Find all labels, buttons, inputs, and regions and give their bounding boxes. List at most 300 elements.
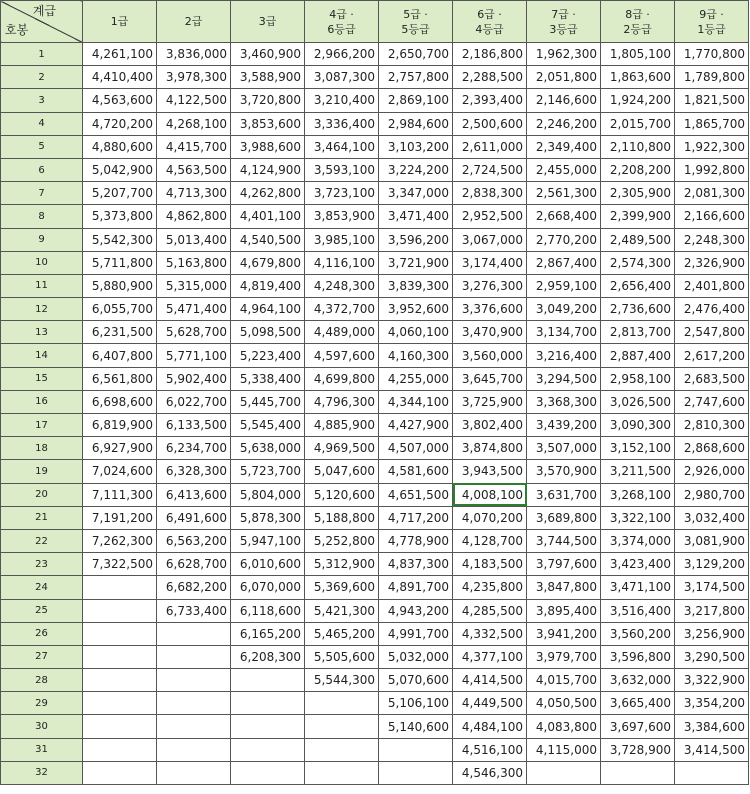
salary-cell[interactable]: 4,717,200: [379, 506, 453, 529]
step-number-cell[interactable]: 11: [1, 274, 83, 297]
salary-cell[interactable]: 3,507,000: [527, 437, 601, 460]
salary-cell[interactable]: 4,427,900: [379, 414, 453, 437]
salary-cell[interactable]: 3,174,400: [453, 251, 527, 274]
salary-cell[interactable]: 2,868,600: [675, 437, 749, 460]
salary-cell[interactable]: 6,561,800: [83, 367, 157, 390]
salary-cell[interactable]: 5,070,600: [379, 669, 453, 692]
salary-cell[interactable]: 3,384,600: [675, 715, 749, 738]
salary-cell[interactable]: 2,489,500: [601, 228, 675, 251]
salary-cell[interactable]: 3,347,000: [379, 182, 453, 205]
salary-cell[interactable]: 5,465,200: [305, 622, 379, 645]
salary-cell[interactable]: 5,421,300: [305, 599, 379, 622]
salary-cell[interactable]: 2,869,100: [379, 89, 453, 112]
salary-cell[interactable]: 6,819,900: [83, 414, 157, 437]
salary-cell[interactable]: 4,837,300: [379, 553, 453, 576]
salary-cell[interactable]: 5,880,900: [83, 274, 157, 297]
salary-cell[interactable]: 7,111,300: [83, 483, 157, 506]
salary-cell[interactable]: 6,407,800: [83, 344, 157, 367]
salary-cell[interactable]: 5,252,800: [305, 529, 379, 552]
step-number-cell[interactable]: 15: [1, 367, 83, 390]
salary-cell[interactable]: 2,887,400: [601, 344, 675, 367]
salary-cell[interactable]: 5,315,000: [157, 274, 231, 297]
salary-cell[interactable]: 3,026,500: [601, 390, 675, 413]
salary-cell[interactable]: [231, 738, 305, 761]
salary-cell[interactable]: 2,724,500: [453, 158, 527, 181]
salary-cell[interactable]: 3,368,300: [527, 390, 601, 413]
salary-cell[interactable]: 5,373,800: [83, 205, 157, 228]
salary-cell[interactable]: 4,332,500: [453, 622, 527, 645]
step-number-cell[interactable]: 24: [1, 576, 83, 599]
salary-cell[interactable]: 5,947,100: [231, 529, 305, 552]
salary-cell[interactable]: 1,863,600: [601, 66, 675, 89]
step-number-cell[interactable]: 3: [1, 89, 83, 112]
salary-cell[interactable]: 4,124,900: [231, 158, 305, 181]
step-number-cell[interactable]: 14: [1, 344, 83, 367]
salary-cell[interactable]: 3,645,700: [453, 367, 527, 390]
salary-cell[interactable]: [231, 715, 305, 738]
salary-cell[interactable]: 3,090,300: [601, 414, 675, 437]
salary-cell[interactable]: 4,679,800: [231, 251, 305, 274]
salary-cell[interactable]: 3,423,400: [601, 553, 675, 576]
salary-cell[interactable]: 3,570,900: [527, 460, 601, 483]
salary-cell[interactable]: 3,836,000: [157, 43, 231, 66]
salary-cell[interactable]: 2,248,300: [675, 228, 749, 251]
salary-cell[interactable]: 3,979,700: [527, 645, 601, 668]
salary-cell[interactable]: 3,129,200: [675, 553, 749, 576]
salary-cell[interactable]: 4,015,700: [527, 669, 601, 692]
salary-cell[interactable]: 5,120,600: [305, 483, 379, 506]
salary-cell[interactable]: 3,087,300: [305, 66, 379, 89]
step-number-cell[interactable]: 2: [1, 66, 83, 89]
salary-cell[interactable]: 3,211,500: [601, 460, 675, 483]
step-number-cell[interactable]: 10: [1, 251, 83, 274]
salary-cell[interactable]: 4,563,500: [157, 158, 231, 181]
salary-cell[interactable]: 3,067,000: [453, 228, 527, 251]
salary-cell[interactable]: 3,593,100: [305, 158, 379, 181]
salary-cell[interactable]: 3,697,600: [601, 715, 675, 738]
salary-cell[interactable]: 4,651,500: [379, 483, 453, 506]
step-number-cell[interactable]: 8: [1, 205, 83, 228]
salary-cell[interactable]: 3,874,800: [453, 437, 527, 460]
salary-cell[interactable]: 4,235,800: [453, 576, 527, 599]
salary-cell[interactable]: 3,728,900: [601, 738, 675, 761]
salary-cell[interactable]: 2,326,900: [675, 251, 749, 274]
salary-cell[interactable]: 4,969,500: [305, 437, 379, 460]
salary-cell[interactable]: [83, 622, 157, 645]
salary-cell[interactable]: 7,322,500: [83, 553, 157, 576]
salary-cell[interactable]: 2,399,900: [601, 205, 675, 228]
salary-cell[interactable]: 3,210,400: [305, 89, 379, 112]
salary-cell[interactable]: 4,563,600: [83, 89, 157, 112]
salary-cell[interactable]: [157, 622, 231, 645]
salary-cell[interactable]: [83, 738, 157, 761]
salary-cell[interactable]: 3,847,800: [527, 576, 601, 599]
step-number-cell[interactable]: 17: [1, 414, 83, 437]
salary-cell[interactable]: 2,926,000: [675, 460, 749, 483]
salary-cell[interactable]: [83, 599, 157, 622]
salary-cell[interactable]: [157, 692, 231, 715]
salary-cell[interactable]: 3,744,500: [527, 529, 601, 552]
grade-header-7[interactable]: [527, 1, 601, 43]
salary-cell[interactable]: 3,376,600: [453, 298, 527, 321]
salary-cell[interactable]: 4,489,000: [305, 321, 379, 344]
step-number-cell[interactable]: 16: [1, 390, 83, 413]
salary-cell[interactable]: 4,597,600: [305, 344, 379, 367]
salary-cell[interactable]: 4,060,100: [379, 321, 453, 344]
salary-cell[interactable]: 2,401,800: [675, 274, 749, 297]
salary-cell[interactable]: 6,563,200: [157, 529, 231, 552]
salary-cell[interactable]: 3,336,400: [305, 112, 379, 135]
step-number-cell[interactable]: 6: [1, 158, 83, 181]
salary-cell[interactable]: 3,560,000: [453, 344, 527, 367]
salary-cell[interactable]: 1,924,200: [601, 89, 675, 112]
salary-cell[interactable]: 1,789,800: [675, 66, 749, 89]
step-number-cell[interactable]: 13: [1, 321, 83, 344]
salary-cell[interactable]: 5,878,300: [231, 506, 305, 529]
salary-cell[interactable]: 4,344,100: [379, 390, 453, 413]
salary-cell[interactable]: 2,747,600: [675, 390, 749, 413]
selected-salary-cell[interactable]: 4,008,100: [453, 483, 527, 506]
salary-cell[interactable]: [305, 761, 379, 784]
salary-cell[interactable]: 2,500,600: [453, 112, 527, 135]
salary-cell[interactable]: 3,588,900: [231, 66, 305, 89]
salary-cell[interactable]: 3,134,700: [527, 321, 601, 344]
salary-cell[interactable]: 3,374,000: [601, 529, 675, 552]
salary-cell[interactable]: 4,891,700: [379, 576, 453, 599]
salary-cell[interactable]: 4,991,700: [379, 622, 453, 645]
salary-cell[interactable]: 2,476,400: [675, 298, 749, 321]
salary-cell[interactable]: 3,853,900: [305, 205, 379, 228]
salary-cell[interactable]: 3,631,700: [527, 483, 601, 506]
step-number-cell[interactable]: 20: [1, 483, 83, 506]
salary-cell[interactable]: 3,988,600: [231, 135, 305, 158]
step-number-cell[interactable]: 31: [1, 738, 83, 761]
salary-cell[interactable]: 3,081,900: [675, 529, 749, 552]
salary-cell[interactable]: [231, 692, 305, 715]
salary-cell[interactable]: 5,047,600: [305, 460, 379, 483]
salary-cell[interactable]: 4,720,200: [83, 112, 157, 135]
salary-cell[interactable]: [83, 645, 157, 668]
salary-cell[interactable]: 3,720,800: [231, 89, 305, 112]
salary-cell[interactable]: 4,796,300: [305, 390, 379, 413]
salary-cell[interactable]: [231, 669, 305, 692]
salary-cell[interactable]: 7,191,200: [83, 506, 157, 529]
salary-cell[interactable]: 3,895,400: [527, 599, 601, 622]
salary-cell[interactable]: 3,723,100: [305, 182, 379, 205]
salary-cell[interactable]: 2,015,700: [601, 112, 675, 135]
salary-cell[interactable]: [83, 669, 157, 692]
salary-cell[interactable]: [157, 669, 231, 692]
salary-cell[interactable]: 2,984,600: [379, 112, 453, 135]
salary-cell[interactable]: 3,471,100: [601, 576, 675, 599]
salary-cell[interactable]: [83, 715, 157, 738]
salary-cell[interactable]: 4,449,500: [453, 692, 527, 715]
salary-cell[interactable]: 4,248,300: [305, 274, 379, 297]
salary-cell[interactable]: 5,106,100: [379, 692, 453, 715]
salary-cell[interactable]: 1,770,800: [675, 43, 749, 66]
salary-cell[interactable]: [379, 738, 453, 761]
salary-cell[interactable]: 4,414,500: [453, 669, 527, 692]
salary-cell[interactable]: 2,246,200: [527, 112, 601, 135]
salary-cell[interactable]: 5,902,400: [157, 367, 231, 390]
corner-header-cell[interactable]: [1, 1, 83, 43]
salary-cell[interactable]: 3,560,200: [601, 622, 675, 645]
salary-cell[interactable]: 3,839,300: [379, 274, 453, 297]
salary-cell[interactable]: 2,349,400: [527, 135, 601, 158]
salary-cell[interactable]: 3,049,200: [527, 298, 601, 321]
salary-cell[interactable]: 3,470,900: [453, 321, 527, 344]
step-number-cell[interactable]: 29: [1, 692, 83, 715]
salary-cell[interactable]: 2,867,400: [527, 251, 601, 274]
salary-cell[interactable]: 4,128,700: [453, 529, 527, 552]
salary-cell[interactable]: 4,410,400: [83, 66, 157, 89]
salary-cell[interactable]: 4,880,600: [83, 135, 157, 158]
grade-header-2[interactable]: [157, 1, 231, 43]
salary-cell[interactable]: 2,186,800: [453, 43, 527, 66]
salary-cell[interactable]: 2,305,900: [601, 182, 675, 205]
salary-cell[interactable]: 4,255,000: [379, 367, 453, 390]
salary-cell[interactable]: 2,813,700: [601, 321, 675, 344]
salary-cell[interactable]: 2,650,700: [379, 43, 453, 66]
salary-cell[interactable]: 3,952,600: [379, 298, 453, 321]
salary-cell[interactable]: [157, 715, 231, 738]
salary-cell[interactable]: 3,471,400: [379, 205, 453, 228]
salary-cell[interactable]: 3,596,200: [379, 228, 453, 251]
salary-cell[interactable]: [83, 576, 157, 599]
salary-cell[interactable]: 4,268,100: [157, 112, 231, 135]
step-number-cell[interactable]: 4: [1, 112, 83, 135]
salary-cell[interactable]: 1,962,300: [527, 43, 601, 66]
salary-cell[interactable]: [305, 715, 379, 738]
salary-cell[interactable]: 6,133,500: [157, 414, 231, 437]
salary-cell[interactable]: 5,163,800: [157, 251, 231, 274]
salary-cell[interactable]: 4,415,700: [157, 135, 231, 158]
grade-header-4[interactable]: [305, 1, 379, 43]
salary-cell[interactable]: 4,507,000: [379, 437, 453, 460]
salary-cell[interactable]: [157, 645, 231, 668]
salary-cell[interactable]: 6,491,600: [157, 506, 231, 529]
salary-cell[interactable]: 2,736,600: [601, 298, 675, 321]
salary-cell[interactable]: [231, 761, 305, 784]
step-number-cell[interactable]: 23: [1, 553, 83, 576]
salary-cell[interactable]: 6,010,600: [231, 553, 305, 576]
salary-cell[interactable]: 4,115,000: [527, 738, 601, 761]
salary-cell[interactable]: [83, 761, 157, 784]
salary-cell[interactable]: 3,294,500: [527, 367, 601, 390]
salary-cell[interactable]: 1,821,500: [675, 89, 749, 112]
salary-cell[interactable]: [379, 761, 453, 784]
salary-cell[interactable]: 4,122,500: [157, 89, 231, 112]
salary-cell[interactable]: 3,414,500: [675, 738, 749, 761]
salary-cell[interactable]: 5,188,800: [305, 506, 379, 529]
step-number-cell[interactable]: 9: [1, 228, 83, 251]
salary-cell[interactable]: 2,958,100: [601, 367, 675, 390]
salary-cell[interactable]: 5,369,600: [305, 576, 379, 599]
step-number-cell[interactable]: 28: [1, 669, 83, 692]
salary-cell[interactable]: 3,216,400: [527, 344, 601, 367]
salary-cell[interactable]: 3,152,100: [601, 437, 675, 460]
salary-cell[interactable]: 6,328,300: [157, 460, 231, 483]
salary-cell[interactable]: 1,922,300: [675, 135, 749, 158]
salary-cell[interactable]: 4,713,300: [157, 182, 231, 205]
salary-cell[interactable]: 4,116,100: [305, 251, 379, 274]
salary-cell[interactable]: 3,439,200: [527, 414, 601, 437]
salary-cell[interactable]: 6,231,500: [83, 321, 157, 344]
salary-cell[interactable]: 7,262,300: [83, 529, 157, 552]
salary-cell[interactable]: 4,546,300: [453, 761, 527, 784]
salary-cell[interactable]: 2,288,500: [453, 66, 527, 89]
salary-cell[interactable]: 2,810,300: [675, 414, 749, 437]
salary-cell[interactable]: 2,966,200: [305, 43, 379, 66]
salary-cell[interactable]: 6,165,200: [231, 622, 305, 645]
salary-cell[interactable]: 4,401,100: [231, 205, 305, 228]
salary-cell[interactable]: 3,941,200: [527, 622, 601, 645]
salary-cell[interactable]: 3,596,800: [601, 645, 675, 668]
salary-cell[interactable]: 1,992,800: [675, 158, 749, 181]
salary-cell[interactable]: 3,460,900: [231, 43, 305, 66]
salary-cell[interactable]: 4,070,200: [453, 506, 527, 529]
salary-cell[interactable]: [83, 692, 157, 715]
salary-cell[interactable]: 5,505,600: [305, 645, 379, 668]
salary-cell[interactable]: 2,656,400: [601, 274, 675, 297]
salary-cell[interactable]: 2,081,300: [675, 182, 749, 205]
salary-cell[interactable]: 2,611,000: [453, 135, 527, 158]
grade-header-3[interactable]: [231, 1, 305, 43]
salary-cell[interactable]: 5,638,000: [231, 437, 305, 460]
salary-cell[interactable]: 3,464,100: [305, 135, 379, 158]
salary-cell[interactable]: 4,261,100: [83, 43, 157, 66]
step-number-cell[interactable]: 18: [1, 437, 83, 460]
salary-cell[interactable]: 3,032,400: [675, 506, 749, 529]
salary-cell[interactable]: 4,262,800: [231, 182, 305, 205]
salary-cell[interactable]: 3,516,400: [601, 599, 675, 622]
salary-cell[interactable]: 3,725,900: [453, 390, 527, 413]
salary-cell[interactable]: 2,574,300: [601, 251, 675, 274]
salary-cell[interactable]: 5,032,000: [379, 645, 453, 668]
salary-cell[interactable]: 1,805,100: [601, 43, 675, 66]
step-number-cell[interactable]: 21: [1, 506, 83, 529]
salary-cell[interactable]: 4,699,800: [305, 367, 379, 390]
salary-cell[interactable]: 3,978,300: [157, 66, 231, 89]
salary-cell[interactable]: 2,455,000: [527, 158, 601, 181]
salary-cell[interactable]: 4,083,800: [527, 715, 601, 738]
salary-cell[interactable]: 2,959,100: [527, 274, 601, 297]
salary-cell[interactable]: 5,628,700: [157, 321, 231, 344]
salary-cell[interactable]: 6,698,600: [83, 390, 157, 413]
salary-cell[interactable]: 2,980,700: [675, 483, 749, 506]
salary-cell[interactable]: 2,547,800: [675, 321, 749, 344]
salary-cell[interactable]: 5,312,900: [305, 553, 379, 576]
salary-cell[interactable]: [157, 761, 231, 784]
salary-cell[interactable]: 4,285,500: [453, 599, 527, 622]
salary-cell[interactable]: 5,471,400: [157, 298, 231, 321]
salary-cell[interactable]: 5,223,400: [231, 344, 305, 367]
step-number-cell[interactable]: 27: [1, 645, 83, 668]
salary-cell[interactable]: 3,853,600: [231, 112, 305, 135]
salary-cell[interactable]: [527, 761, 601, 784]
salary-cell[interactable]: 4,484,100: [453, 715, 527, 738]
salary-cell[interactable]: 2,561,300: [527, 182, 601, 205]
salary-cell[interactable]: 6,022,700: [157, 390, 231, 413]
salary-cell[interactable]: 2,757,800: [379, 66, 453, 89]
step-number-cell[interactable]: 26: [1, 622, 83, 645]
salary-cell[interactable]: 3,174,500: [675, 576, 749, 599]
salary-cell[interactable]: 5,544,300: [305, 669, 379, 692]
salary-cell[interactable]: 6,927,900: [83, 437, 157, 460]
step-number-cell[interactable]: 1: [1, 43, 83, 66]
step-number-cell[interactable]: 7: [1, 182, 83, 205]
salary-cell[interactable]: 5,207,700: [83, 182, 157, 205]
salary-cell[interactable]: 3,943,500: [453, 460, 527, 483]
step-number-cell[interactable]: 32: [1, 761, 83, 784]
salary-cell[interactable]: 3,721,900: [379, 251, 453, 274]
salary-cell[interactable]: 4,862,800: [157, 205, 231, 228]
step-number-cell[interactable]: 25: [1, 599, 83, 622]
salary-cell[interactable]: 6,118,600: [231, 599, 305, 622]
step-number-cell[interactable]: 5: [1, 135, 83, 158]
salary-cell[interactable]: 4,516,100: [453, 738, 527, 761]
salary-cell[interactable]: 3,322,100: [601, 506, 675, 529]
salary-cell[interactable]: 3,632,000: [601, 669, 675, 692]
salary-cell[interactable]: 3,689,800: [527, 506, 601, 529]
salary-cell[interactable]: 3,268,100: [601, 483, 675, 506]
salary-cell[interactable]: 6,682,200: [157, 576, 231, 599]
salary-cell[interactable]: 5,338,400: [231, 367, 305, 390]
salary-cell[interactable]: 5,140,600: [379, 715, 453, 738]
step-number-cell[interactable]: 22: [1, 529, 83, 552]
salary-cell[interactable]: 4,778,900: [379, 529, 453, 552]
step-number-cell[interactable]: 19: [1, 460, 83, 483]
salary-cell[interactable]: 2,393,400: [453, 89, 527, 112]
salary-cell[interactable]: 3,290,500: [675, 645, 749, 668]
salary-cell[interactable]: 2,166,600: [675, 205, 749, 228]
grade-header-9[interactable]: [675, 1, 749, 43]
salary-cell[interactable]: 6,413,600: [157, 483, 231, 506]
salary-cell[interactable]: 5,098,500: [231, 321, 305, 344]
salary-cell[interactable]: [675, 761, 749, 784]
salary-cell[interactable]: 2,952,500: [453, 205, 527, 228]
salary-cell[interactable]: 2,051,800: [527, 66, 601, 89]
salary-cell[interactable]: [305, 692, 379, 715]
salary-cell[interactable]: 6,628,700: [157, 553, 231, 576]
salary-cell[interactable]: 4,160,300: [379, 344, 453, 367]
salary-cell[interactable]: 4,885,900: [305, 414, 379, 437]
salary-cell[interactable]: 1,865,700: [675, 112, 749, 135]
salary-cell[interactable]: [157, 738, 231, 761]
salary-cell[interactable]: 2,838,300: [453, 182, 527, 205]
salary-cell[interactable]: 6,733,400: [157, 599, 231, 622]
salary-cell[interactable]: 4,943,200: [379, 599, 453, 622]
salary-cell[interactable]: 6,208,300: [231, 645, 305, 668]
grade-header-6[interactable]: [453, 1, 527, 43]
salary-cell[interactable]: 5,013,400: [157, 228, 231, 251]
salary-cell[interactable]: 5,545,400: [231, 414, 305, 437]
salary-cell[interactable]: 3,217,800: [675, 599, 749, 622]
salary-cell[interactable]: 4,819,400: [231, 274, 305, 297]
grade-header-5[interactable]: [379, 1, 453, 43]
salary-cell[interactable]: 5,711,800: [83, 251, 157, 274]
salary-cell[interactable]: 3,354,200: [675, 692, 749, 715]
salary-cell[interactable]: [305, 738, 379, 761]
salary-cell[interactable]: 6,234,700: [157, 437, 231, 460]
salary-cell[interactable]: 4,540,500: [231, 228, 305, 251]
salary-cell[interactable]: 4,964,100: [231, 298, 305, 321]
salary-cell[interactable]: 6,055,700: [83, 298, 157, 321]
step-number-cell[interactable]: 30: [1, 715, 83, 738]
salary-cell[interactable]: 4,581,600: [379, 460, 453, 483]
step-number-cell[interactable]: 12: [1, 298, 83, 321]
salary-cell[interactable]: 2,683,500: [675, 367, 749, 390]
